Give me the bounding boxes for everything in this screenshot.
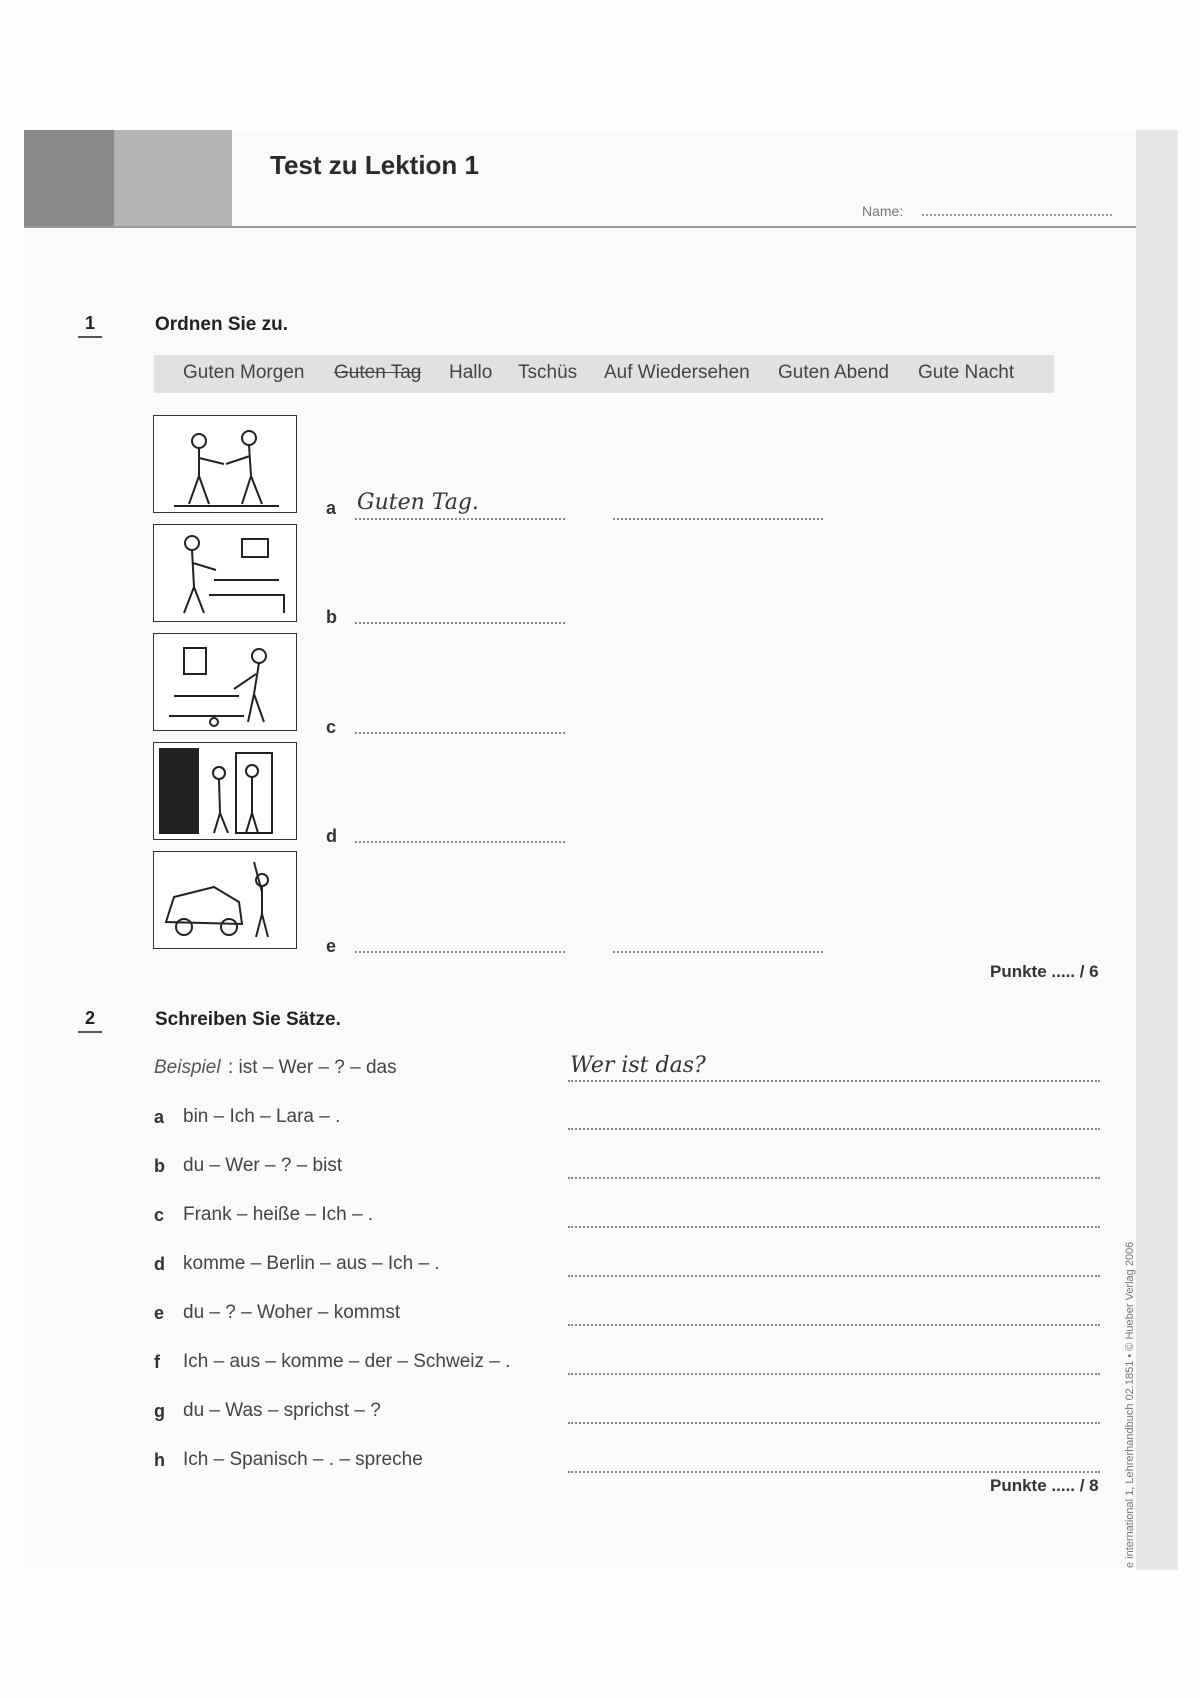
row-e-answer-line[interactable] [568,1324,1100,1326]
word-bank-item-struck: Guten Tag [334,362,422,383]
row-d-prompt: komme – Berlin – aus – Ich – . [183,1253,440,1274]
row-f-prompt: Ich – aus – komme – der – Schweiz – . [183,1351,511,1372]
illustration-door-visit [153,742,297,840]
item-a-answer: Guten Tag. [357,490,479,515]
header-rule [24,226,1136,228]
header-light-block [114,130,232,227]
example-answer-line [568,1080,1100,1082]
page-title: Test zu Lektion 1 [270,150,479,180]
task-1-points: Punkte ..... / 6 [990,962,1099,981]
illustration-morning-bedroom [153,524,297,622]
task-2-points: Punkte ..... / 8 [990,1476,1099,1495]
word-bank-item: Tschüs [518,362,578,383]
row-f-letter: f [154,1352,160,1372]
task-2-number: 2 [78,1008,102,1033]
item-a-answer-line-2[interactable] [613,518,823,520]
row-g-answer-line[interactable] [568,1422,1100,1424]
item-e-letter: e [326,936,337,956]
word-bank-item: Guten Morgen [183,362,305,383]
name-label: Name: [862,203,904,219]
task-2-instruction: Schreiben Sie Sätze. [155,1009,341,1030]
row-b-prompt: du – Wer – ? – bist [183,1155,343,1176]
row-c-prompt: Frank – heiße – Ich – . [183,1204,374,1225]
row-b-letter: b [154,1156,165,1176]
item-e-answer-line[interactable] [355,951,565,953]
item-e-answer-line-2[interactable] [613,951,823,953]
item-c-answer-line[interactable] [355,732,565,734]
row-c-letter: c [154,1205,165,1225]
example-label: Beispiel [154,1057,221,1078]
example-answer: Wer ist das? [570,1053,706,1078]
row-h-answer-line[interactable] [568,1471,1100,1473]
item-d-letter: d [326,826,337,846]
name-field[interactable] [922,214,1112,216]
word-bank-item: Guten Abend [778,362,889,383]
item-b-answer-line[interactable] [355,622,565,624]
row-h-prompt: Ich – Spanisch – . – spreche [183,1449,423,1470]
item-a-letter: a [326,498,337,518]
header-dark-block [24,130,114,227]
item-a-answer-line[interactable] [355,518,565,520]
copyright-sidebar: e international 1, Lehrerhandbuch 02.1851 • © Hueber Verlag 2006 [1124,1241,1136,1568]
word-bank-item: Gute Nacht [918,362,1015,383]
item-b-letter: b [326,607,337,627]
example-prompt: : ist – Wer – ? – das [228,1057,397,1078]
row-g-prompt: du – Was – sprichst – ? [183,1400,381,1421]
row-h-letter: h [154,1450,165,1470]
illustration-night-bedroom [153,633,297,731]
row-a-answer-line[interactable] [568,1128,1100,1130]
word-bank-item: Auf Wiedersehen [604,362,750,383]
row-e-prompt: du – ? – Woher – kommst [183,1302,401,1323]
illustration-greeting-handshake [153,415,297,513]
task-1-instruction: Ordnen Sie zu. [155,314,289,335]
word-bank-item: Hallo [449,362,493,383]
task-1-number: 1 [78,313,102,338]
item-d-answer-line[interactable] [355,841,565,843]
item-c-letter: c [326,717,337,737]
page-edge-strip [1136,130,1178,1570]
row-g-letter: g [154,1401,165,1421]
row-d-answer-line[interactable] [568,1275,1100,1277]
row-d-letter: d [154,1254,165,1274]
row-b-answer-line[interactable] [568,1177,1100,1179]
row-a-prompt: bin – Ich – Lara – . [183,1106,341,1127]
row-f-answer-line[interactable] [568,1373,1100,1375]
row-c-answer-line[interactable] [568,1226,1100,1228]
row-e-letter: e [154,1303,165,1323]
row-a-letter: a [154,1107,165,1127]
illustration-car-goodbye [153,851,297,949]
